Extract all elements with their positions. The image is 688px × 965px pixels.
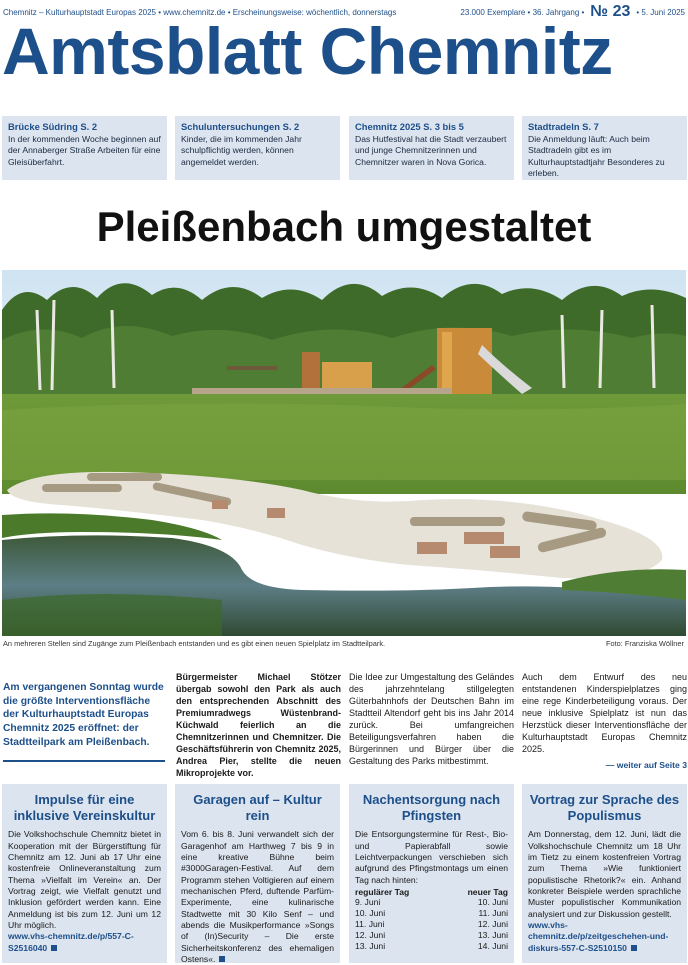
new-day: 13. Juni — [477, 930, 508, 941]
regular-day: 10. Juni — [355, 908, 386, 919]
photo-caption: An mehreren Stellen sind Zugänge zum Pleißenbach entstanden und es gibt einen neuen Spielplatz im Stadtteilpark. — [3, 639, 386, 648]
table-row — [355, 919, 508, 930]
publication-info: Chemnitz – Kulturhauptstadt Europas 2025 • www.chemnitz.de • Erscheinungsweise: wöchentlich, donnerstags — [3, 7, 397, 17]
box-garagen-kultur — [175, 784, 340, 963]
teaser-bruecke[interactable] — [2, 116, 167, 180]
regular-day: 9. Juni — [355, 897, 381, 908]
regular-day: 11. Juni — [355, 919, 385, 930]
continued-link[interactable]: — weiter auf Seite 3 — [605, 759, 687, 770]
park-photo — [2, 270, 686, 636]
end-square-icon — [631, 945, 637, 951]
box-body: Vom 6. bis 8. Juni verwandelt sich der Garagenhof am Harthweg 7 bis 9 in eine kreative Bühne beim #3000Garagen-Festival. Auf dem Programm stehen Voltigieren auf einem mechanischen Pferd, duftende Parfüm-Experimente, eine kulinarische Stadtwette mit 30 Kilo Senf – und abends die Musikperformance »Songs of (In)Security – Die erste Sicherheitskonferenz des ehemaligen Ostens«. — [181, 829, 334, 964]
box-text — [8, 829, 161, 954]
article-column-4-text: Auch dem Entwurf des neu entstandenen Kinderspielplatzes ging eine rege Kinderbeteiligung voraus. Der neue inklusive Spielplatz ist nun das Herzstück dieser Interventionsfläche der Kulturhauptstadt Europas Chemnitz 2025. — [522, 672, 687, 754]
box-link[interactable]: www.vhs-chemnitz.de/p/557-C-S2516040 — [8, 931, 134, 953]
box-title: Nachentsorgung nach Pfingsten — [362, 792, 501, 823]
teaser-stadtradeln[interactable] — [522, 116, 687, 180]
column-header-new: neuer Tag — [467, 886, 508, 897]
box-text — [528, 829, 681, 954]
article-lead: Am vergangenen Sonntag wurde die größte Interventionsfläche der Kulturhauptstadt Europas Chemnitz 2025 eröffnet: der Stadtteilpark am Pleißenbach. — [3, 682, 164, 748]
box-text — [181, 829, 334, 965]
copies-info: 23.000 Exemplare • 36. Jahrgang • — [460, 7, 585, 17]
photo-credit: Foto: Franziska Wöllner — [605, 639, 684, 648]
box-nachentsorgung — [349, 784, 514, 963]
teaser-text: In der kommenden Woche beginnen auf der Annaberger Straße Arbeiten für eine Gleisüberfahrt. — [8, 134, 161, 167]
regular-day: 12. Juni — [355, 930, 386, 941]
box-populismus-vortrag — [522, 784, 687, 963]
box-title: Impulse für eine inklusive Vereinskultur — [13, 792, 156, 823]
table-header — [355, 887, 508, 897]
box-link[interactable]: www.vhs-chemnitz.de/p/zeitgeschehen-und-diskurs-557-C-S2510150 — [528, 919, 669, 953]
teaser-chemnitz-2025[interactable] — [349, 116, 514, 180]
teaser-title: Schuluntersuchungen S. 2 — [181, 121, 300, 132]
teaser-title: Stadtradeln S. 7 — [528, 121, 599, 132]
table-row — [355, 908, 508, 919]
end-square-icon — [51, 945, 57, 951]
new-day: 10. Juni — [477, 897, 508, 908]
box-text: Die Entsorgungstermine für Rest-, Bio- und Papierabfall sowie Leichtverpackungen verschieben sich aufgrund des Pfingstmontags um einen Tag nach hinten: — [355, 829, 508, 885]
table-row — [355, 930, 508, 941]
teaser-title: Brücke Südring S. 2 — [8, 121, 98, 132]
teaser-title: Chemnitz 2025 S. 3 bis 5 — [355, 121, 464, 132]
end-square-icon — [219, 956, 225, 962]
regular-day: 13. Juni — [355, 941, 386, 952]
teaser-text: Das Hutfestival hat die Stadt verzaubert und junge Chemnitzerinnen und Chemnitzer waren in Nova Gorica. — [355, 134, 507, 167]
teaser-text: Kinder, die im kommenden Jahr schulpflichtig werden, können angemeldet werden. — [181, 134, 302, 167]
main-headline: Pleißenbach umgestaltet — [96, 203, 592, 250]
box-title: Vortrag zur Sprache des Populismus — [529, 792, 680, 823]
new-day: 12. Juni — [477, 919, 508, 930]
dates-table — [355, 887, 508, 952]
new-day: 11. Juni — [478, 908, 508, 919]
teaser-schuluntersuchungen[interactable] — [175, 116, 340, 180]
box-body: Am Donnerstag, dem 12. Juni, lädt die Volkshochschule Chemnitz um 18 Uhr im Tietz zu einem kostenfreien Vortrag zum Thema »Wie funktioniert populistische Rhetorik?« ein. Anhand konkreter Beispiele werden sprachliche Muster populistischer Kommunikation analysiert und zur Diskussion gestellt. — [528, 829, 681, 919]
table-row — [355, 897, 508, 908]
teaser-text: Die Anmeldung läuft: Auch beim Stadtradeln gibt es im Kulturhauptstadtjahr Besonderes zu erleben. — [528, 134, 665, 178]
table-row — [355, 941, 508, 952]
masthead-title: Amtsblatt Chemnitz — [2, 14, 613, 88]
box-inklusive-vereinskultur — [2, 784, 167, 963]
lead-divider — [3, 760, 165, 762]
article-column-2: Bürgermeister Michael Stötzer übergab sowohl den Park als auch den entsprechenden Abschnitt des Premiumradwegs Wüstenbrand-Küchwald feierlich an die Chemnitzerinnen und Chemnitzer. Die Geschäftsführerin von Chemnitz 2025, Andrea Pier, stellte die neuen Mikroprojekte vor. — [176, 672, 341, 778]
new-day: 14. Juni — [477, 941, 508, 952]
issue-number: № 23 — [590, 3, 631, 20]
article-column-3: Die Idee zur Umgestaltung des Geländes des jahrzehntelang stillgelegten Güterbahnhofs der Deutschen Bahn im Stadtteil Altendorf geht bis ins Jahr 2014 zurück. Bei umfangreichen Beteiligungsverfahren haben die Bürgerinnen und Bürger über die Gestaltung des Parks mitbestimmt. — [349, 672, 514, 766]
article-column-4 — [522, 672, 687, 771]
box-body: Die Volkshochschule Chemnitz bietet in Kooperation mit der Bürgerstiftung für Chemnitz am 12. Juni ab 17 Uhr eine kostenfreie Onlineveranstaltung zum Thema »Vielfalt im Verein« an. Der Vortrag zeigt, wie Vielfalt genutzt und Inklusion gefördert werden kann. Eine Anmeldung ist bis zum 12. Juni um 12 Uhr möglich. — [8, 829, 161, 930]
box-title: Garagen auf – Kultur rein — [193, 792, 322, 823]
column-header-regular: regulärer Tag — [355, 886, 410, 897]
issue-date: • 5. Juni 2025 — [636, 7, 685, 17]
